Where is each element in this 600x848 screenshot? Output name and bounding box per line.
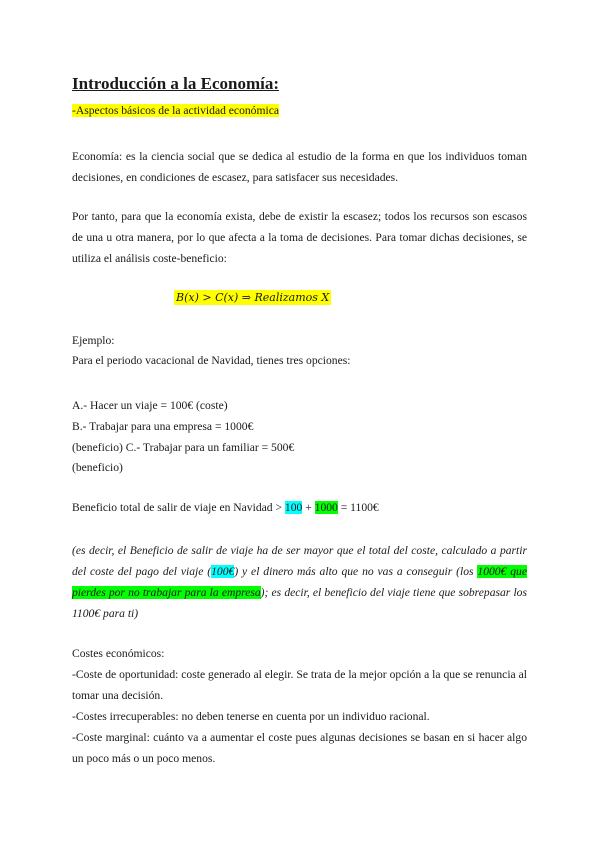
cost-opportunity: -Coste de oportunidad: coste generado al elegir. Se trata de la mejor opción a la que se renuncia al tomar una decisión. [72, 668, 527, 702]
note-1000: 1000€ que pierdes por no trabajar para la empresa [72, 565, 527, 599]
total-prefix: Beneficio total de salir de viaje en Navidad > [72, 501, 285, 514]
option-b-c: (beneficio) C.- Trabajar para un familiar = 500€ [72, 441, 295, 454]
section-heading [72, 104, 279, 117]
scarcity-paragraph: Por tanto, para que la economía exista, debe de existir la escasez; todos los recursos son escasos de una u otra manera, por lo que afecta a la toma de decisiones. Para tomar dichas decisiones, se utiliza el análisis coste-beneficio: [72, 210, 527, 265]
total-benefit-line [72, 499, 379, 517]
note-100: 100€ [211, 565, 235, 578]
option-c-end: (beneficio) [72, 461, 123, 474]
cost-marginal: -Coste marginal: cuánto va a aumentar el coste pues algunas decisiones se basan en si hacer algo un poco más o un poco menos. [72, 731, 527, 765]
total-plus: + [302, 501, 315, 514]
section-heading-text: -Aspectos básicos de la actividad económica [72, 104, 280, 117]
note-part-1: (es decir, el Beneficio de salir de viaje ha de ser mayor que el total del coste, calculado a partir del coste del pago del viaje ( [72, 544, 527, 578]
page-title: Introducción a la Economía: [72, 74, 280, 93]
total-suffix: = 1100€ [337, 501, 379, 514]
explanation-note [72, 540, 527, 624]
total-100: 100 [284, 501, 303, 514]
note-part-2: ) y el dinero más alto que no vas a conseguir (los [234, 565, 478, 578]
costs-label: Costes económicos: [72, 647, 165, 660]
cost-benefit-formula: B(x) > C(x) ⇒ Realizamos X [176, 291, 330, 304]
total-1000: 1000 [314, 501, 338, 514]
definition-paragraph: Economía: es la ciencia social que se dedica al estudio de la forma en que los individuos toman decisiones, en condiciones de escasez, para satisfacer sus necesidades. [72, 150, 527, 184]
note-part-3: ); es decir, el beneficio del viaje tiene que sobrepasar los 1100€ para ti) [72, 586, 527, 620]
option-a: A.- Hacer un viaje = 100€ (coste) [72, 399, 228, 412]
example-intro: Para el periodo vacacional de Navidad, tienes tres opciones: [72, 354, 351, 367]
cost-sunk: -Costes irrecuperables: no deben tenerse en cuenta por un individuo racional. [72, 710, 430, 723]
option-b: B.- Trabajar para una empresa = 1000€ [72, 420, 254, 433]
example-label: Ejemplo: [72, 334, 115, 347]
